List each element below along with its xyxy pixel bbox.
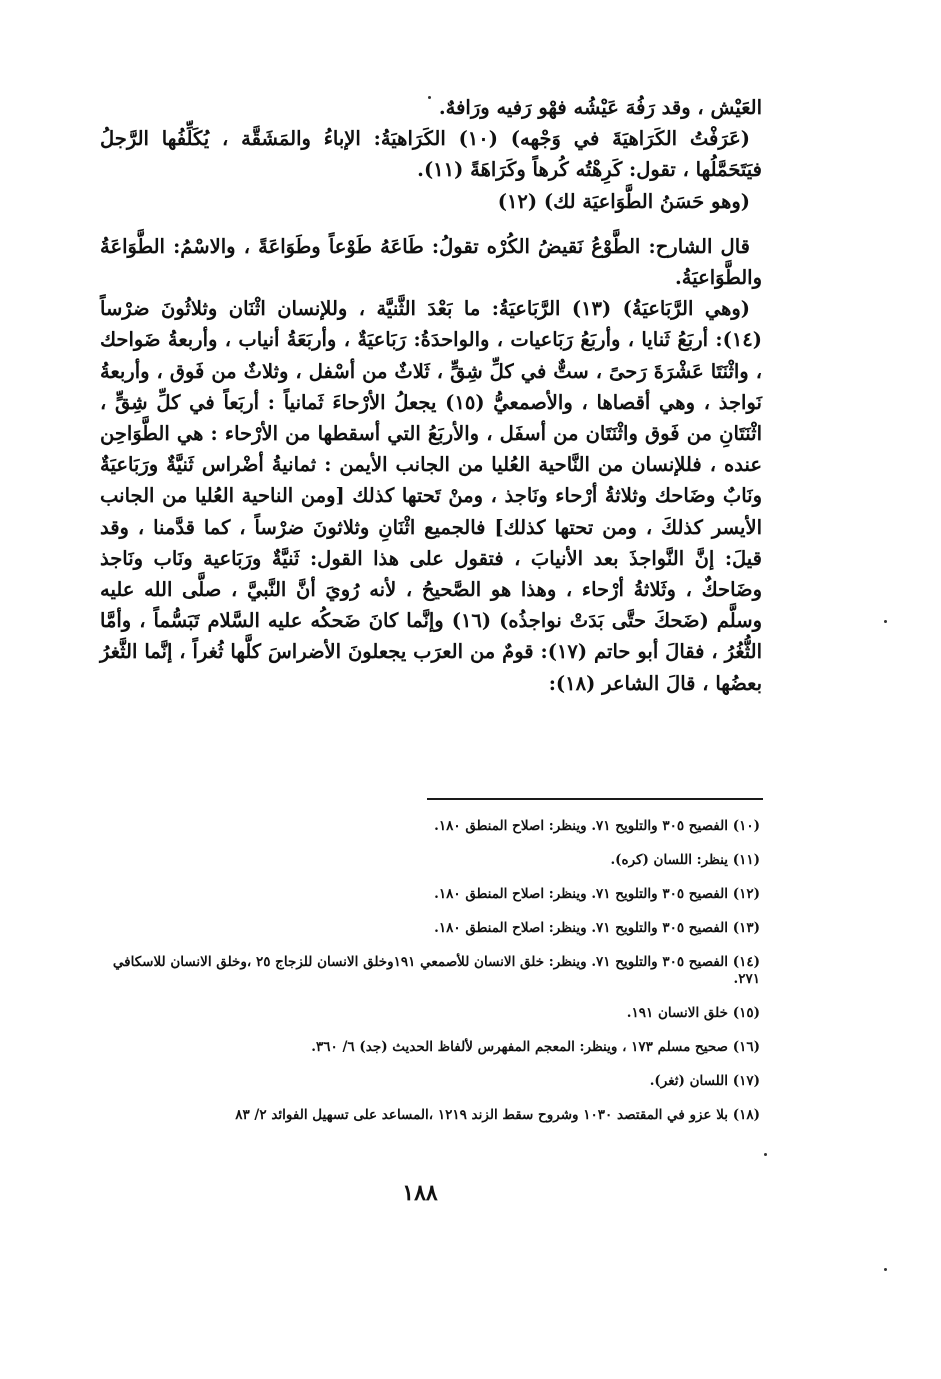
footnote: (١٣) الفصيح ٣٠٥ والتلويح ٧١. وينظر: اصلاح المنطق ١٨٠. (434, 920, 760, 936)
scan-speck (884, 1268, 887, 1271)
paragraph: العَيْش ، وقد رَفُهَ عَيْشُه فهْو رَفيه ورَافهٌ. (438, 96, 762, 119)
paragraph: (عَرَفْتُ الكَرَاهيَةَ في وَجْهه) (١٠) الكَرَاهيَةُ: الإباءُ والمَشَقَّة ، يُكَلِّفُها الرَّجلُ فيَتَحَمَّلُها ، تقول: كَرِهْتُه كُرهاً وكَرَاهَةً (١١). (100, 127, 762, 182)
scan-speck (884, 620, 887, 623)
footnote: (١٠) الفصيح ٣٠٥ والتلويح ٧١. وينظر: اصلاح المنطق ١٨٠. (434, 818, 760, 834)
footnote: (١١) ينظر: اللسان (كره). (610, 852, 760, 868)
paragraph: قال الشارح: الطَّوْعُ نَقيضُ الكُرْه تقولُ: طَاعَهُ طَوْعاً وطَوَاعَةً ، والاسْمُ: الطَّوَاعَةُ والطَّوَاعيَةُ. (100, 234, 762, 290)
footnote: (١٤) الفصيح ٣٠٥ والتلويح ٧١. وينظر: خلق الانسان للأصمعي ١٩١وخلق الانسان للزجاج ٢٥ ،وخلق الانسان للاسكافي ٢٧١. (112, 954, 760, 987)
scan-speck (764, 1153, 767, 1156)
paragraph: (وهو حَسَنُ الطَّوَاعيَة لك) (١٢) (497, 189, 750, 213)
footnotes (112, 818, 760, 1124)
footnote: (١٧) اللسان (ثغر). (649, 1073, 760, 1089)
main-text-body (100, 92, 762, 699)
page-number: ١٨٨ (402, 1180, 438, 1206)
paragraph: (وهي الرَّبَاعيَةُ) (١٣) الرَّبَاعيَةُ: ما بَعْدَ الثَّنيَّة ، وللإنسان اثْنَان وثلاثُونَ ضرْساً (١٤): أربَعُ ثَنايا ، وأربَعُ رَبَاعيات ، والواحدَةُ: رَبَاعيَةٌ ، وأربَعَةُ أنياب ، وأربعةُ ضَواحك ، واثْنَتَا عَشْرَةَ رَحىً ، ستٌّ في كلِّ شِقٍّ ، ثَلاثٌ من أسْفل ، وثلاثٌ من فَوق ، وأربعةُ نَواجذ ، وهي أقصاها ، والأصمعيُّ (١٥) يجعلُ الأرْحاءَ ثَمانياً : أربَعاً في كلِّ شِقٍّ ، اثْنَتَانِ من فَوق واثْنَتَان من أسفَل ، والأربَعُ التي أسقطها من الأرْحاء : هي الطَّوَاحِن عنده ، فللإنسان من النَّاحية العُليا من الجانب الأيمن : ثمانيةُ أضْراس ثَنيَّةٌ ورَبَاعيَةٌ ونَابٌ وضَاحك وثلاثةُ أرْحاء ونَاجذ ، ومنْ تَحتها كذلك [ومن الناحية العُليا من الجانب الأيسر كذلكَ ، ومن تحتها كذلك] فالجميع اثْنَانِ وثلاثونَ ضرْساً ، كما قدَّمنا ، وقد قيلَ: إنَّ النَّواجذَ بعد الأنيابَ ، فتقول على هذا القول: ثَنيَّةٌ ورَبَاعية ونَاب ونَاجذ وضَاحكٌ ، وثَلاثةُ أرْحاء ، وهذا هو الصَّحيحُ ، لأنه رُويَ أنَّ النَّبيَّ ، صلَّى الله عليه وسلَّم (ضَحكَ حتَّى بَدَتْ نواجذُه) (١٦) وإنَّما كانَ ضَحكُه عليه السَّلام تَبَسُّماً ، وأمَّا الثُّغُرُ ، فقالَ أبو حاتم (١٧): قومٌ من العرَب يجعلونَ الأضراسَ كلَّها ثُغراً ، إنَّما الثَّغرُ بعضُها ، قالَ الشاعر (١٨): (100, 297, 762, 695)
footnote: (١٨) بلا عزو في المقتصد ١٠٣٠ وشروح سقط الزند ١٢١٩ ،المساعد على تسهيل الفوائد ٢/ ٨٣ (235, 1107, 760, 1123)
footnote-divider (427, 798, 763, 800)
footnote: (١٢) الفصيح ٣٠٥ والتلويح ٧١. وينظر: اصلاح المنطق ١٨٠. (434, 886, 760, 902)
footnote: (١٦) صحيح مسلم ١٧٣ ، وينظر: المعجم المفهرس لألفاظ الحديث (جد) ٦/ ٣٦٠. (311, 1039, 760, 1055)
scan-speck (428, 96, 431, 99)
footnote: (١٥) خلق الانسان ١٩١. (626, 1005, 760, 1021)
